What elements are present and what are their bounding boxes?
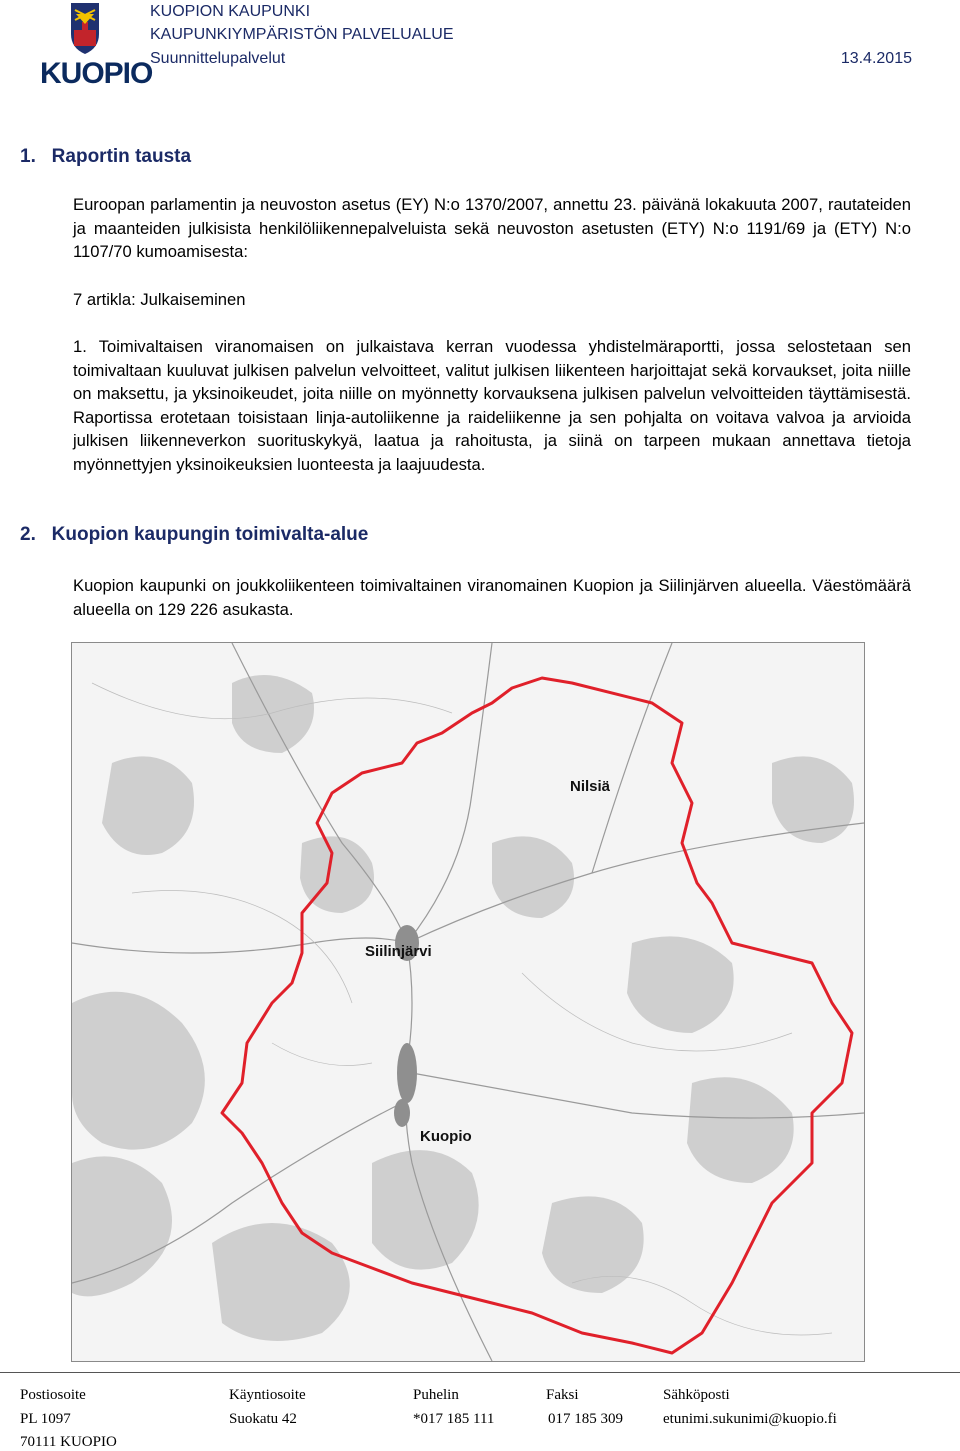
footer-postal-line1: PL 1097: [20, 1411, 71, 1427]
footer-phone-value: *017 185 111: [413, 1411, 495, 1427]
paragraph-area: Kuopion kaupunki on joukkoliikenteen toimivaltainen viranomainen Kuopion ja Siilinjärven alueella. Väestömäärä alueella on 129 226 asukasta.: [73, 576, 911, 619]
paragraph-regulation: Euroopan parlamentin ja neuvoston asetus (EY) N:o 1370/2007, annettu 23. päivänä lokakuuta 2007, rautateiden ja maanteiden julkisista henkilöliikennepalveluista sekä neuvoston asetusten (ETY) N:o 1191/69 ja (ETY) N:o 1107/70 kumoamisesta:: [73, 195, 911, 262]
paragraph-article: 7 artikla: Julkaiseminen: [73, 290, 246, 309]
map-svg: [72, 643, 864, 1361]
document-date: 13.4.2015: [840, 50, 912, 67]
page-footer: [0, 1372, 960, 1448]
map-label-kuopio: Kuopio: [420, 1128, 472, 1145]
unit-name: Suunnittelupalvelut: [150, 50, 286, 67]
paragraph-article-text: 1. Toimivaltaisen viranomaisen on julkaistava kerran vuodessa yhdistelmäraportti, jossa selostetaan sen toimivaltaan kuuluvat julkisen palvelun velvoitteet, valitut julkisen liikenteen harjoittajat sekä korvaukset, joita niille on maksettu, ja yksinoikeudet, joita niille on myönnetty korvauksena julkisen palvelun velvoitteiden täyttämisestä. Raportissa erotetaan toisistaan linja-autoliikenne ja raideliikenne ja sen pohjalta on voitava valvoa ja arvioida julkisen liikenneverkon suorituskykyä, laatua ja rahoitusta, ja siinä on tarpeen mukaan annettava tietoja myönnettyjen yksinoikeuksien luonteesta ja laajuudesta.: [73, 337, 911, 474]
map-label-nilsia: Nilsiä: [570, 778, 611, 795]
footer-postal-label: Postiosoite: [20, 1387, 86, 1403]
footer-email-link[interactable]: etunimi.sukunimi@kuopio.fi: [663, 1411, 837, 1427]
footer-phone-label: Puhelin: [413, 1387, 459, 1403]
footer-postal-line2: 70111 KUOPIO: [20, 1434, 117, 1450]
logo-wordmark: KUOPIO: [40, 57, 153, 90]
footer-fax-label: Faksi: [546, 1387, 579, 1403]
footer-email-label: Sähköposti: [663, 1387, 730, 1403]
org-name: KUOPION KAUPUNKI: [150, 3, 311, 20]
section-heading-1: 1. Raportin tausta: [20, 146, 192, 167]
department-name: KAUPUNKIYMPÄRISTÖN PALVELUALUE: [150, 26, 454, 43]
footer-visit-label: Käyntiosoite: [229, 1387, 306, 1403]
section-heading-2: 2. Kuopion kaupungin toimivalta-alue: [20, 524, 369, 545]
area-map: [71, 642, 865, 1362]
footer-visit-value: Suokatu 42: [229, 1411, 297, 1427]
footer-fax-value: 017 185 309: [548, 1411, 623, 1427]
map-label-siilinjarvi: Siilinjärvi: [365, 943, 432, 960]
